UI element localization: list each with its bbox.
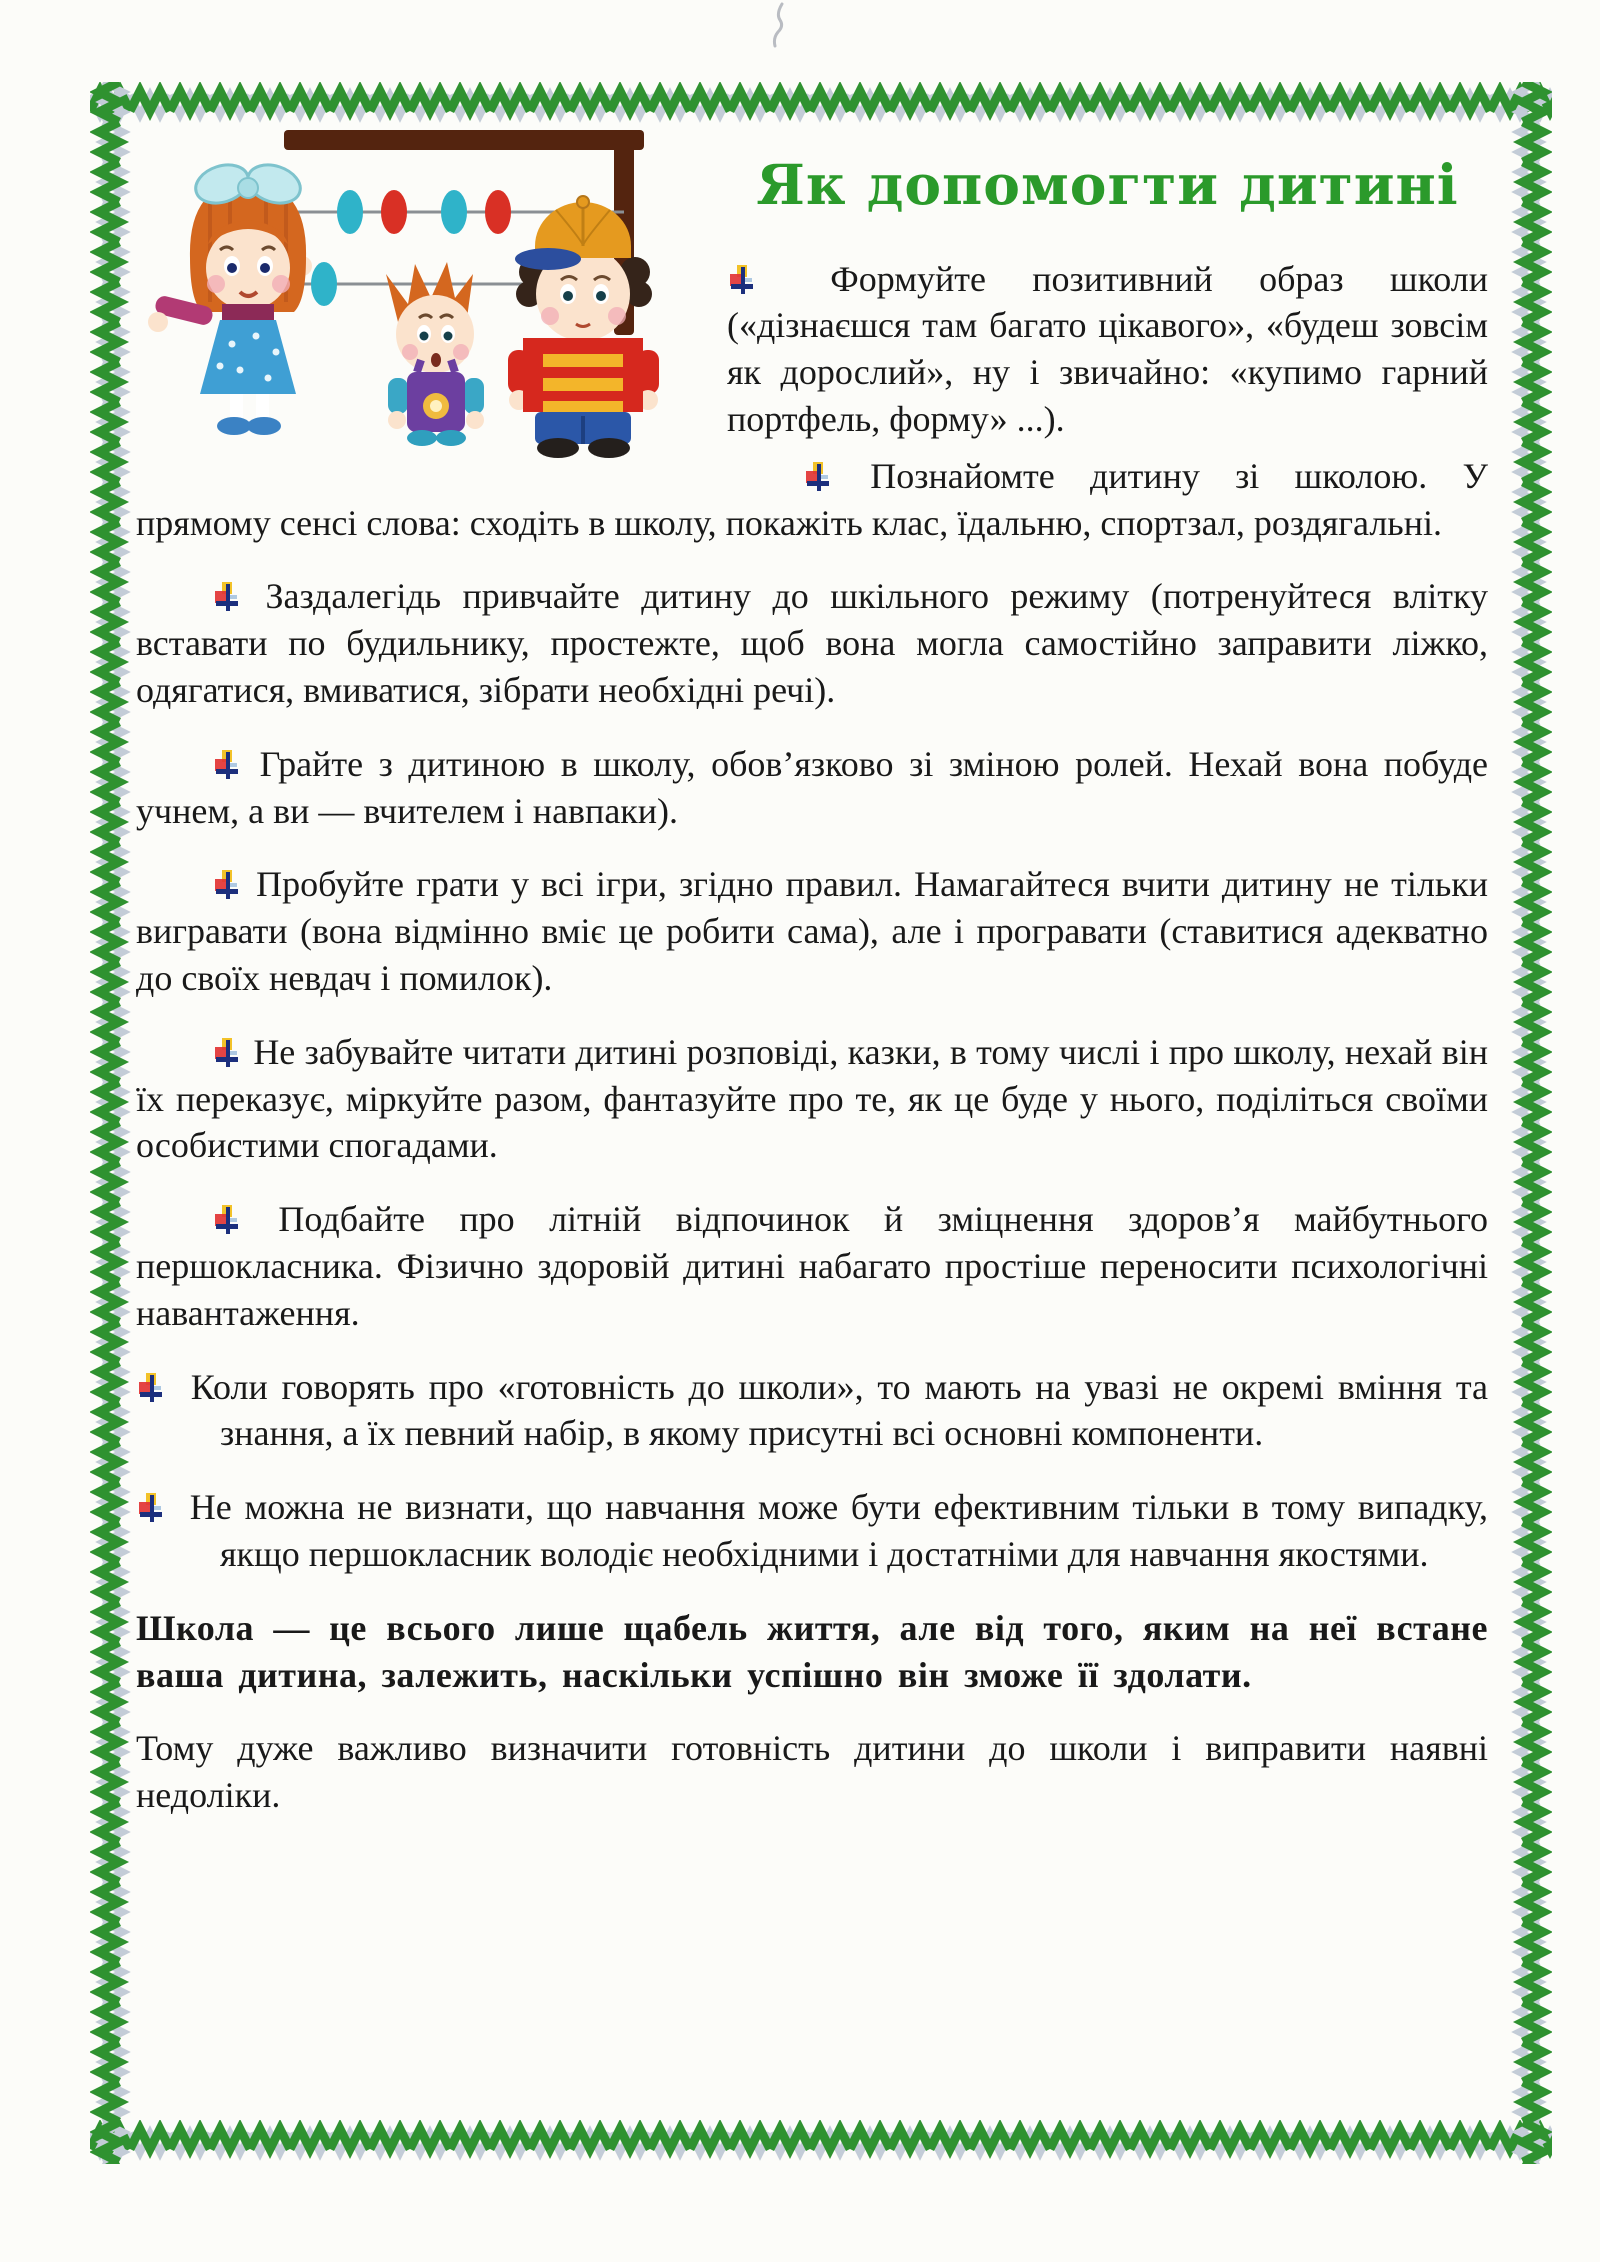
document-content — [136, 122, 1488, 1846]
pin-bullet-icon — [212, 1204, 239, 1237]
children-abacus-illustration — [136, 122, 711, 460]
pin-bullet-icon — [727, 264, 754, 297]
zigzag-border-bottom — [90, 2120, 1552, 2164]
paragraph: Не можна не визнати, що навчання може бути ефективним тільки в тому випадку, якщо першокласник володіє необхідними і достатніми для навчання якостями. — [136, 1484, 1488, 1578]
paragraph: Тому дуже важливо визначити готовність дитини до школи і виправити наявні недоліки. — [136, 1728, 1488, 1816]
pin-bullet-icon — [136, 1372, 163, 1405]
scan-artifact-mark — [752, 2, 794, 48]
paragraph: Грайте з дитиною в школу, обов’язково зі зміною ролей. Нехай вона побуде учнем, а ви — вчителем і навпаки). — [136, 743, 1489, 831]
zigzag-border-top — [90, 82, 1552, 126]
pin-bullet-icon — [212, 1037, 239, 1070]
boy-with-cap — [508, 196, 659, 458]
girl-with-bow — [148, 159, 312, 435]
paragraph: Коли говорять про «готовність до школи», то мають на увазі не окремі вміння та знання, а їх певний набір, в якому присутні всі основні компоненти. — [136, 1364, 1488, 1458]
zigzag-border-left — [90, 82, 134, 2164]
paragraph-list — [136, 256, 1488, 1819]
paragraph: Школа — це всього лише щабель життя, але від того, яким на неї встане ваша дитина, залежить, наскільки успішно він зможе її здолати. — [136, 1607, 1488, 1695]
zigzag-border-right — [1508, 82, 1552, 2164]
paragraph: Заздалегідь привчайте дитину до шкільного режиму (потренуйтеся влітку вставати по будильнику, простежте, щоб вона могла самостійно заправити ліжко, одягатися, вмиватися, зібрати необхідні речі). — [136, 576, 1489, 710]
pin-bullet-icon — [136, 1492, 163, 1525]
paragraph: Пробуйте грати у всі ігри, згідно правил. Намагайтеся вчити дитину не тільки вигравати (вона відмінно вміє це робити сама), але і програвати (ставитися адекватно до своїх невдач і помилок). — [136, 864, 1489, 998]
page-title: Як допомогти дитині — [756, 152, 1459, 217]
paragraph: Не забувайте читати дитині розповіді, казки, в тому числі і про школу, нехай він їх переказує, міркуйте разом, фантазуйте про те, як це буде у нього, поділіться своїми особистими спогадами. — [136, 1031, 1489, 1166]
paragraph: Подбайте про літній відпочинок й зміцнення здоров’я майбутнього першокласника. Фізично здоровій дитині набагато простіше переносити психологічні навантаження. — [136, 1199, 1488, 1333]
small-boy — [386, 262, 484, 446]
pin-bullet-icon — [212, 581, 239, 614]
pin-bullet-icon — [803, 461, 830, 494]
pin-bullet-icon — [212, 749, 239, 782]
pin-bullet-icon — [212, 869, 239, 902]
paragraph: Познайомте дитину зі школою. У прямому сенсі слова: сходіть в школу, покажіть клас, їдальню, спортзал, роздягальні. — [136, 455, 1489, 543]
paragraph: Формуйте позитивний образ школи («дізнаєшся там багато цікавого», «будеш зовсім як дорослий», ну і звичайно: «купимо гарний портфель, форму» ...). — [727, 258, 1489, 439]
